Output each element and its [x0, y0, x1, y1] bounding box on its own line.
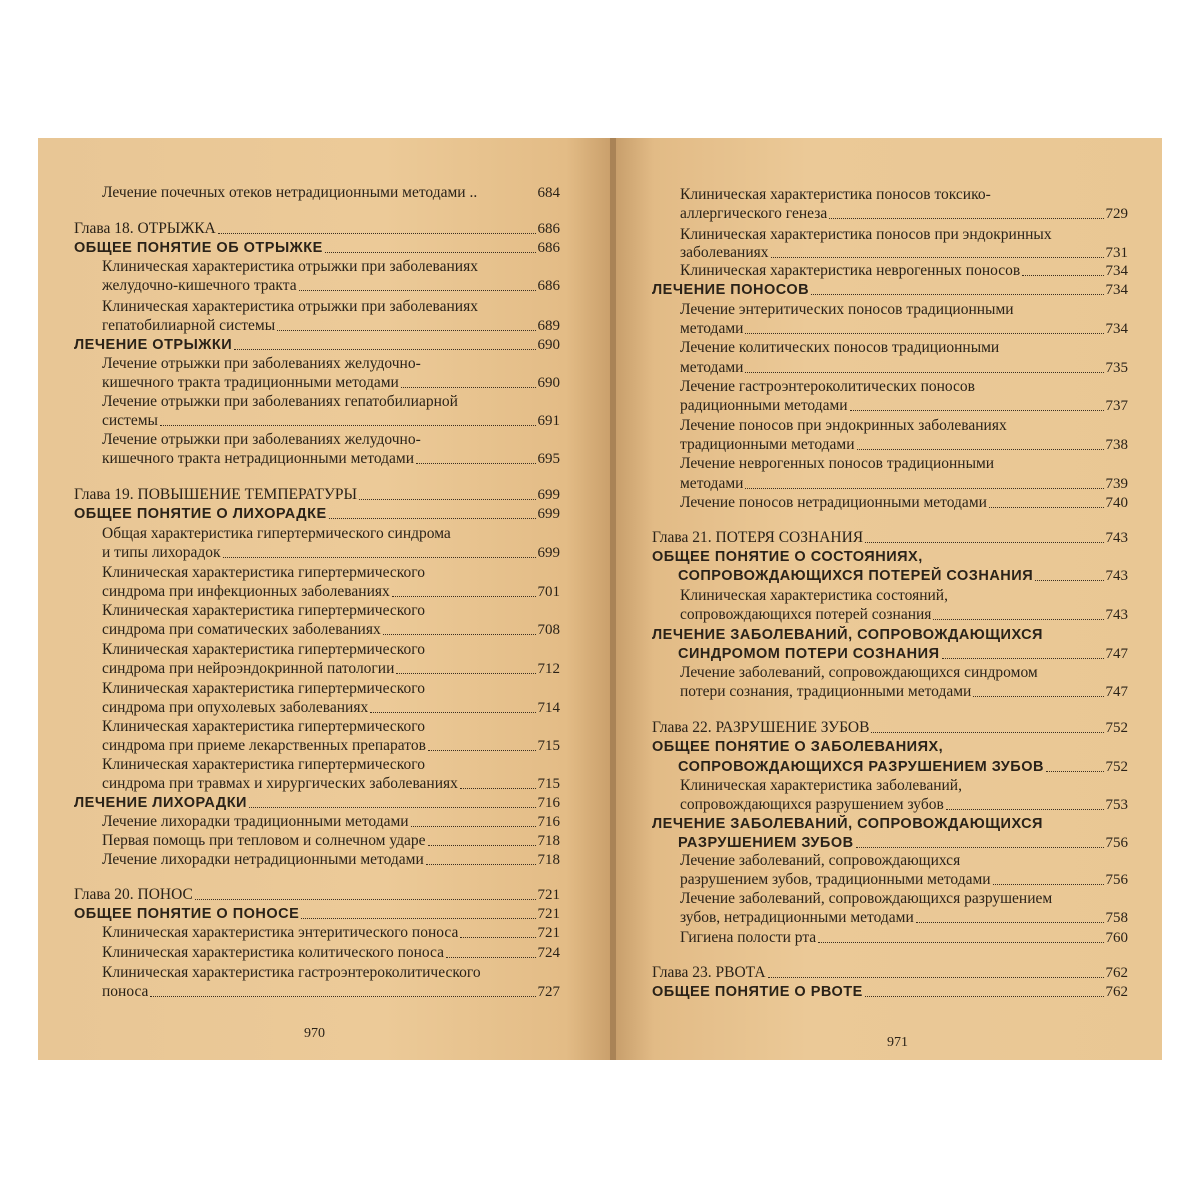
toc-entry — [74, 849, 560, 869]
toc-entry — [652, 662, 1128, 682]
toc-entry-page: 762 — [1105, 965, 1128, 981]
toc-entry-page: 718 — [537, 852, 560, 868]
toc-entry — [652, 203, 1128, 223]
dot-leader — [301, 918, 535, 919]
toc-entry — [74, 334, 560, 354]
toc-entry — [652, 415, 1128, 435]
toc-entry-title: ОБЩЕЕ ПОНЯТИЕ О РВОТЕ — [652, 984, 863, 1000]
dot-leader — [223, 557, 536, 558]
toc-entry-page: 756 — [1105, 872, 1128, 888]
toc-entry-title: ЛЕЧЕНИЕ ПОНОСОВ — [652, 282, 810, 298]
dot-leader — [989, 507, 1104, 508]
toc-entry-title: Клиническая характеристика поносов токсико- — [680, 186, 991, 203]
toc-entry-title: Лечение отрыжки при заболеваниях желудочно- — [102, 431, 421, 448]
toc-entry — [652, 357, 1128, 377]
dot-leader — [1035, 580, 1103, 581]
toc-entry-title: Клиническая характеристика энтеритического поноса — [102, 924, 459, 941]
toc-entry-title: гепатобилиарной системы — [102, 317, 276, 334]
toc-entry — [74, 218, 560, 238]
toc-entry-title: ЛЕЧЕНИЕ ЗАБОЛЕВАНИЙ, СОПРОВОЖДАЮЩИХСЯ — [652, 627, 1043, 643]
toc-entry-page: 695 — [537, 451, 560, 467]
toc-entry-title: Лечение неврогенных поносов традиционными — [680, 455, 995, 472]
toc-entry-title: Лечение поносов нетрадиционными методами — [680, 494, 987, 511]
dot-leader — [370, 712, 535, 713]
toc-entry-page: 740 — [1105, 495, 1128, 511]
toc-entry-page: 686 — [537, 278, 560, 294]
toc-entry-title: ОБЩЕЕ ПОНЯТИЕ О ПОНОСЕ — [74, 906, 300, 922]
toc-entry-page: 716 — [537, 814, 560, 830]
book-spread — [38, 138, 1162, 1060]
toc-entry — [652, 184, 1128, 204]
dot-leader — [829, 218, 1103, 219]
dot-leader — [745, 333, 1103, 334]
toc-entry — [74, 811, 560, 831]
toc-entry-title: синдрома при опухолевых заболеваниях — [102, 699, 369, 716]
toc-entry-title: Лечение энтеритических поносов традиционными — [680, 301, 1014, 318]
dot-leader — [396, 673, 535, 674]
dot-leader — [401, 387, 536, 388]
dot-leader — [234, 349, 535, 350]
dot-leader — [446, 957, 536, 958]
toc-entry — [74, 372, 560, 392]
toc-entry-title: Глава 18. ОТРЫЖКА — [74, 220, 216, 237]
toc-entry — [74, 830, 560, 850]
toc-entry-page: 756 — [1105, 835, 1128, 851]
toc-entry-title: кишечного тракта традиционными методами — [102, 374, 399, 391]
toc-entry — [74, 716, 560, 736]
toc-entry-page: 747 — [1105, 646, 1128, 662]
toc-entry-title: кишечного тракта нетрадиционными методами — [102, 450, 415, 467]
toc-entry-title: Клиническая характеристика гипертермического — [102, 680, 425, 697]
toc-entry-page: 743 — [1105, 530, 1128, 546]
toc-entry — [74, 353, 560, 373]
toc-entry-title: Глава 20. ПОНОС — [74, 886, 193, 903]
dot-leader — [768, 977, 1104, 978]
toc-entry-page: 708 — [537, 622, 560, 638]
dot-leader — [1022, 275, 1103, 276]
toc-entry — [74, 792, 560, 812]
toc-entry — [74, 639, 560, 659]
toc-entry-title: Лечение почечных отеков нетрадиционными методами .. — [102, 184, 478, 201]
dot-leader — [993, 884, 1104, 885]
toc-entry-page: 743 — [1105, 607, 1128, 623]
dot-leader — [973, 696, 1103, 697]
toc-entry-title: методами — [680, 475, 744, 492]
toc-entry-page: 738 — [1105, 437, 1128, 453]
toc-entry-title: Клиническая характеристика гипертермического — [102, 718, 425, 735]
toc-entry-page: 724 — [537, 945, 560, 961]
dot-leader — [329, 518, 536, 519]
toc-entry — [74, 678, 560, 698]
dot-leader — [916, 922, 1104, 923]
toc-entry-page: 701 — [537, 584, 560, 600]
toc-entry-title: Клиническая характеристика гипертермического — [102, 756, 425, 773]
toc-entry — [652, 717, 1128, 737]
toc-entry-title: Лечение гастроэнтероколитических поносов — [680, 378, 975, 395]
toc-entry-title: Глава 23. РВОТА — [652, 964, 766, 981]
toc-entry — [652, 869, 1128, 889]
dot-leader — [428, 750, 536, 751]
toc-entry — [74, 315, 560, 335]
toc-entry-title: синдрома при инфекционных заболеваниях — [102, 583, 390, 600]
toc-entry — [652, 527, 1128, 547]
toc-entry-title: ОБЩЕЕ ПОНЯТИЕ О СОСТОЯНИЯХ, — [652, 549, 923, 565]
toc-entry — [652, 453, 1128, 473]
dot-leader — [871, 732, 1103, 733]
toc-entry-title: синдрома при соматических заболеваниях — [102, 621, 381, 638]
dot-leader — [299, 290, 536, 291]
toc-entry-title: Клиническая характеристика отрыжки при заболеваниях — [102, 258, 478, 275]
toc-entry — [74, 942, 560, 962]
toc-entry-page: 747 — [1105, 684, 1128, 700]
toc-entry-title: Клиническая характеристика неврогенных поносов — [680, 262, 1021, 279]
toc-entry — [74, 773, 560, 793]
toc-entry-title: Лечение лихорадки нетрадиционными методами — [102, 851, 424, 868]
toc-entry — [652, 224, 1128, 244]
toc-entry — [652, 736, 1128, 756]
toc-entry — [74, 981, 560, 1001]
dot-leader — [150, 996, 535, 997]
toc-entry — [74, 523, 560, 543]
toc-entry — [74, 735, 560, 755]
toc-entry — [74, 619, 560, 639]
toc-entry-title: ОБЩЕЕ ПОНЯТИЕ ОБ ОТРЫЖКЕ — [74, 240, 323, 256]
toc-entry-title: сопровождающихся разрушением зубов — [680, 796, 944, 813]
toc-entry — [652, 681, 1128, 701]
toc-entry — [74, 754, 560, 774]
toc-entry — [652, 927, 1128, 947]
toc-entry-title: потери сознания, традиционными методами — [680, 683, 972, 700]
toc-entry — [74, 600, 560, 620]
dot-leader — [811, 294, 1103, 295]
toc-entry — [74, 697, 560, 717]
toc-entry-page: 734 — [1105, 282, 1128, 298]
toc-entry — [652, 279, 1128, 299]
toc-entry — [652, 850, 1128, 870]
toc-entry — [652, 624, 1128, 644]
dot-leader — [426, 864, 536, 865]
toc-entry-page: 721 — [537, 887, 560, 903]
toc-entry-title: ЛЕЧЕНИЕ ОТРЫЖКИ — [74, 337, 233, 353]
dot-leader — [411, 826, 536, 827]
toc-entry-title: радиционными методами — [680, 397, 848, 414]
toc-entry-title: поноса — [102, 983, 149, 1000]
toc-entry-page: 752 — [1105, 720, 1128, 736]
toc-entry — [652, 546, 1128, 566]
toc-entry-page: 715 — [537, 776, 560, 792]
toc-entry — [652, 756, 1128, 776]
toc-entry — [652, 492, 1128, 512]
toc-entry-title: Глава 21. ПОТЕРЯ СОЗНАНИЯ — [652, 529, 864, 546]
dot-leader — [359, 499, 535, 500]
toc-entry — [74, 581, 560, 601]
toc-entry-title: Первая помощь при тепловом и солнечном ударе — [102, 832, 426, 849]
toc-entry — [74, 296, 560, 316]
toc-entry-page: 762 — [1105, 984, 1128, 1000]
toc-entry-title: ЛЕЧЕНИЕ ЛИХОРАДКИ — [74, 795, 247, 811]
toc-entry-title: Лечение заболеваний, сопровождающихся синдромом — [680, 664, 1038, 681]
toc-entry-title: и типы лихорадок — [102, 544, 221, 561]
toc-entry — [74, 484, 560, 504]
toc-entry-title: методами — [680, 359, 744, 376]
dot-leader — [771, 257, 1104, 258]
toc-entry-title: заболеваниях — [680, 244, 769, 261]
right-page-number: 971 — [887, 1035, 908, 1050]
toc-entry — [652, 888, 1128, 908]
toc-entry-title: Лечение заболеваний, сопровождающихся разрушением — [680, 890, 1053, 907]
toc-entry — [74, 237, 560, 257]
toc-entry-page: 699 — [537, 545, 560, 561]
toc-entry-title: сопровождающихся потерей сознания — [680, 606, 932, 623]
toc-entry — [652, 337, 1128, 357]
dot-leader — [1046, 771, 1104, 772]
dot-leader — [392, 596, 536, 597]
dot-leader — [460, 937, 535, 938]
toc-entry — [74, 182, 560, 202]
toc-entry-title: Глава 22. РАЗРУШЕНИЕ ЗУБОВ — [652, 719, 870, 736]
right-page — [616, 138, 1162, 1060]
toc-entry — [74, 256, 560, 276]
toc-entry-title: Клиническая характеристика гипертермического — [102, 564, 425, 581]
dot-leader — [195, 899, 536, 900]
toc-entry-page: 721 — [537, 925, 560, 941]
toc-entry-title: Клиническая характеристика гипертермического — [102, 641, 425, 658]
toc-entry — [74, 448, 560, 468]
toc-entry-page: 739 — [1105, 476, 1128, 492]
toc-entry-title: Глава 19. ПОВЫШЕНИЕ ТЕМПЕРАТУРЫ — [74, 486, 358, 503]
dot-leader — [850, 410, 1104, 411]
dot-leader — [460, 788, 536, 789]
toc-entry — [652, 643, 1128, 663]
toc-entry-title: разрушением зубов, традиционными методами — [680, 871, 991, 888]
toc-entry-page: 752 — [1105, 759, 1128, 775]
toc-entry — [74, 391, 560, 411]
toc-entry — [652, 604, 1128, 624]
toc-entry-title: СОПРОВОЖДАЮЩИХСЯ ПОТЕРЕЙ СОЗНАНИЯ — [678, 568, 1034, 584]
toc-entry-title: Клиническая характеристика отрыжки при заболеваниях — [102, 298, 478, 315]
toc-entry — [652, 299, 1128, 319]
toc-entry-title: системы — [102, 412, 158, 429]
toc-entry — [652, 907, 1128, 927]
toc-entry-page: 737 — [1105, 398, 1128, 414]
toc-entry-title: СИНДРОМОМ ПОТЕРИ СОЗНАНИЯ — [678, 646, 940, 662]
dot-leader — [946, 809, 1104, 810]
dot-leader — [428, 845, 536, 846]
toc-entry-title: Клиническая характеристика гастроэнтероколитического — [102, 964, 481, 981]
toc-entry-title: Общая характеристика гипертермического синдрома — [102, 525, 451, 542]
toc-entry-page: 731 — [1105, 245, 1128, 261]
toc-entry-page: 684 — [537, 185, 560, 201]
toc-entry — [652, 376, 1128, 396]
toc-entry-title: Лечение отрыжки при заболеваниях желудочно- — [102, 355, 421, 372]
toc-entry-page: 686 — [537, 221, 560, 237]
dot-leader — [325, 252, 536, 253]
toc-entry — [652, 434, 1128, 454]
toc-entry-page: 686 — [537, 240, 560, 256]
left-page-number: 970 — [304, 1026, 325, 1041]
toc-entry-page: 718 — [537, 833, 560, 849]
toc-entry-page: 735 — [1105, 360, 1128, 376]
toc-entry-page: 712 — [537, 661, 560, 677]
toc-entry-title: Клиническая характеристика заболеваний, — [680, 777, 962, 794]
toc-entry — [74, 884, 560, 904]
toc-entry-title: аллергического генеза — [680, 205, 828, 222]
toc-entry-title: СОПРОВОЖДАЮЩИХСЯ РАЗРУШЕНИЕМ ЗУБОВ — [678, 759, 1044, 775]
toc-entry — [652, 565, 1128, 585]
toc-entry-page: 716 — [537, 795, 560, 811]
dot-leader — [416, 463, 535, 464]
dot-leader — [942, 658, 1104, 659]
dot-leader — [160, 425, 536, 426]
dot-leader — [249, 807, 536, 808]
toc-entry — [652, 473, 1128, 493]
dot-leader — [865, 542, 1103, 543]
toc-entry — [74, 562, 560, 582]
toc-entry — [652, 962, 1128, 982]
dot-leader — [277, 330, 535, 331]
toc-entry-title: РАЗРУШЕНИЕМ ЗУБОВ — [678, 835, 854, 851]
toc-entry — [652, 260, 1128, 280]
toc-entry — [652, 242, 1128, 262]
dot-leader — [218, 233, 536, 234]
toc-entry-page: 753 — [1105, 797, 1128, 813]
toc-entry-title: методами — [680, 320, 744, 337]
dot-leader — [857, 449, 1104, 450]
toc-entry-page: 734 — [1105, 263, 1128, 279]
toc-entry-title: Клиническая характеристика состояний, — [680, 587, 948, 604]
toc-entry-title: Лечение поносов при эндокринных заболеваниях — [680, 417, 1007, 434]
toc-entry-title: синдрома при приеме лекарственных препаратов — [102, 737, 426, 754]
toc-entry-title: Клиническая характеристика гипертермического — [102, 602, 425, 619]
toc-entry — [652, 981, 1128, 1001]
dot-leader — [865, 996, 1104, 997]
toc-entry-title: ОБЩЕЕ ПОНЯТИЕ О ЛИХОРАДКЕ — [74, 506, 327, 522]
toc-entry-title: желудочно-кишечного тракта — [102, 277, 297, 294]
toc-entry — [652, 318, 1128, 338]
toc-entry-title: традиционными методами — [680, 436, 855, 453]
toc-entry-title: Гигиена полости рта — [680, 929, 817, 946]
toc-entry-page: 715 — [537, 738, 560, 754]
dot-leader — [818, 942, 1103, 943]
toc-entry-title: Клиническая характеристика поносов при эндокринных — [680, 226, 1052, 243]
toc-entry-title: ОБЩЕЕ ПОНЯТИЕ О ЗАБОЛЕВАНИЯХ, — [652, 739, 944, 755]
toc-entry-title: Лечение лихорадки традиционными методами — [102, 813, 409, 830]
toc-entry-page: 743 — [1105, 568, 1128, 584]
toc-entry-page: 699 — [537, 506, 560, 522]
toc-entry — [74, 503, 560, 523]
toc-entry — [74, 962, 560, 982]
toc-entry-page: 690 — [537, 375, 560, 391]
toc-entry — [652, 775, 1128, 795]
toc-entry — [74, 275, 560, 295]
toc-entry-page: 729 — [1105, 206, 1128, 222]
toc-entry-page: 727 — [537, 984, 560, 1000]
dot-leader — [745, 488, 1103, 489]
toc-entry-title: Лечение отрыжки при заболеваниях гепатобилиарной — [102, 393, 458, 410]
dot-leader — [933, 619, 1103, 620]
toc-entry-page: 758 — [1105, 910, 1128, 926]
dot-leader — [745, 372, 1103, 373]
toc-entry-page: 714 — [537, 700, 560, 716]
toc-entry — [74, 903, 560, 923]
toc-entry-title: Клиническая характеристика колитического поноса — [102, 944, 444, 961]
toc-entry — [652, 395, 1128, 415]
toc-entry — [74, 658, 560, 678]
toc-entry-title: Лечение колитических поносов традиционными — [680, 339, 1000, 356]
toc-entry-title: зубов, нетрадиционными методами — [680, 909, 914, 926]
toc-entry — [74, 922, 560, 942]
dot-leader — [856, 847, 1104, 848]
toc-entry-page: 690 — [537, 337, 560, 353]
toc-entry-page: 760 — [1105, 930, 1128, 946]
toc-entry — [74, 542, 560, 562]
toc-entry-page: 691 — [537, 413, 560, 429]
left-page — [38, 138, 612, 1060]
dot-leader — [383, 634, 536, 635]
toc-entry-page: 699 — [537, 487, 560, 503]
toc-entry-page: 721 — [537, 906, 560, 922]
toc-entry-title: Лечение заболеваний, сопровождающихся — [680, 852, 961, 869]
toc-entry — [652, 794, 1128, 814]
toc-entry-page: 734 — [1105, 321, 1128, 337]
toc-entry — [74, 429, 560, 449]
toc-entry-title: ЛЕЧЕНИЕ ЗАБОЛЕВАНИЙ, СОПРОВОЖДАЮЩИХСЯ — [652, 816, 1043, 832]
toc-entry-title: синдрома при травмах и хирургических заболеваниях — [102, 775, 458, 792]
toc-entry — [652, 585, 1128, 605]
toc-entry — [652, 832, 1128, 852]
toc-entry — [74, 410, 560, 430]
toc-entry-title: синдрома при нейроэндокринной патологии — [102, 660, 395, 677]
toc-entry-page: 689 — [537, 318, 560, 334]
toc-entry — [652, 813, 1128, 833]
